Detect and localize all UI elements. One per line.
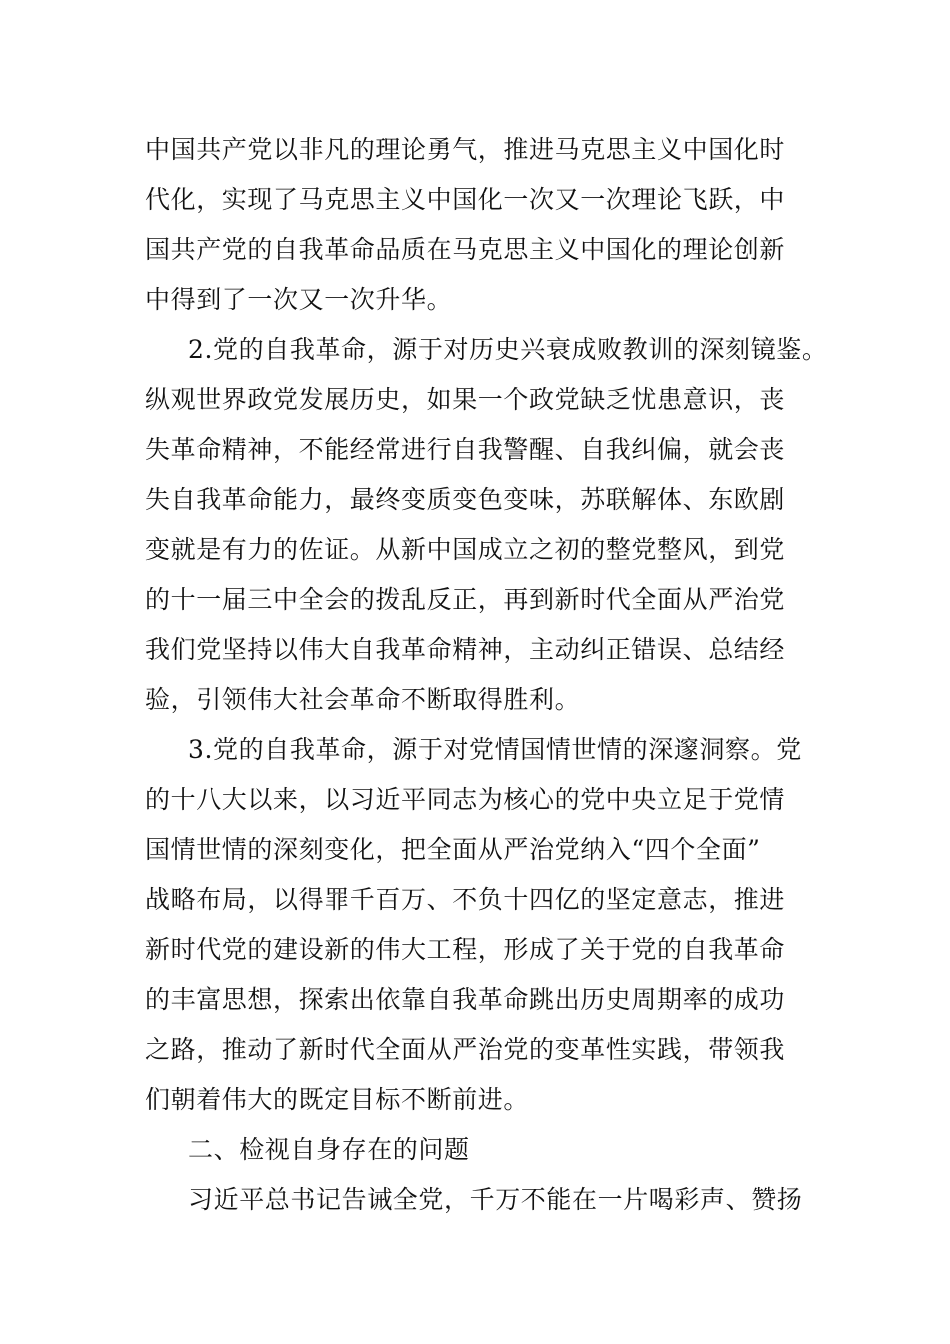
text-line: 新时代党的建设新的伟大工程，形成了关于党的自我革命 bbox=[145, 935, 786, 964]
text-line: 战略布局，以得罪千百万、不负十四亿的坚定意志，推进 bbox=[145, 885, 786, 914]
text-line: 中国共产党以非凡的理论勇气，推进马克思主义中国化时 bbox=[145, 135, 786, 164]
text-line: 的十八大以来，以习近平同志为核心的党中央立足于党情 bbox=[145, 785, 786, 814]
text-line: 们朝着伟大的既定目标不断前进。 bbox=[145, 1085, 530, 1114]
text-line: 我们党坚持以伟大自我革命精神，主动纠正错误、总结经 bbox=[145, 635, 786, 664]
paragraph-2-start: 2.党的自我革命，源于对历史兴衰成败教训的深刻镜鉴。 bbox=[188, 335, 828, 364]
section-heading: 二、检视自身存在的问题 bbox=[188, 1135, 470, 1164]
text-line: 国共产党的自我革命品质在马克思主义中国化的理论创新 bbox=[145, 235, 786, 264]
paragraph-start: 习近平总书记告诫全党，千万不能在一片喝彩声、赞扬 bbox=[188, 1185, 803, 1214]
text-line: 变就是有力的佐证。从新中国成立之初的整党整风，到党 bbox=[145, 535, 786, 564]
text-line: 的丰富思想，探索出依靠自我革命跳出历史周期率的成功 bbox=[145, 985, 786, 1014]
text-line: 的十一届三中全会的拨乱反正，再到新时代全面从严治党 bbox=[145, 585, 786, 614]
text-line: 失自我革命能力，最终变质变色变味，苏联解体、东欧剧 bbox=[145, 485, 786, 514]
text-line: 中得到了一次又一次升华。 bbox=[145, 285, 453, 314]
text-line: 国情世情的深刻变化，把全面从严治党纳入“四个全面” bbox=[145, 835, 761, 864]
text-line: 验，引领伟大社会革命不断取得胜利。 bbox=[145, 685, 581, 714]
text-line: 之路，推动了新时代全面从严治党的变革性实践，带领我 bbox=[145, 1035, 786, 1064]
text-line: 代化，实现了马克思主义中国化一次又一次理论飞跃，中 bbox=[145, 185, 786, 214]
paragraph-3-start: 3.党的自我革命，源于对党情国情世情的深邃洞察。党 bbox=[188, 735, 802, 764]
text-line: 纵观世界政党发展历史，如果一个政党缺乏忧患意识，丧 bbox=[145, 385, 786, 414]
text-line: 失革命精神，不能经常进行自我警醒、自我纠偏，就会丧 bbox=[145, 435, 786, 464]
